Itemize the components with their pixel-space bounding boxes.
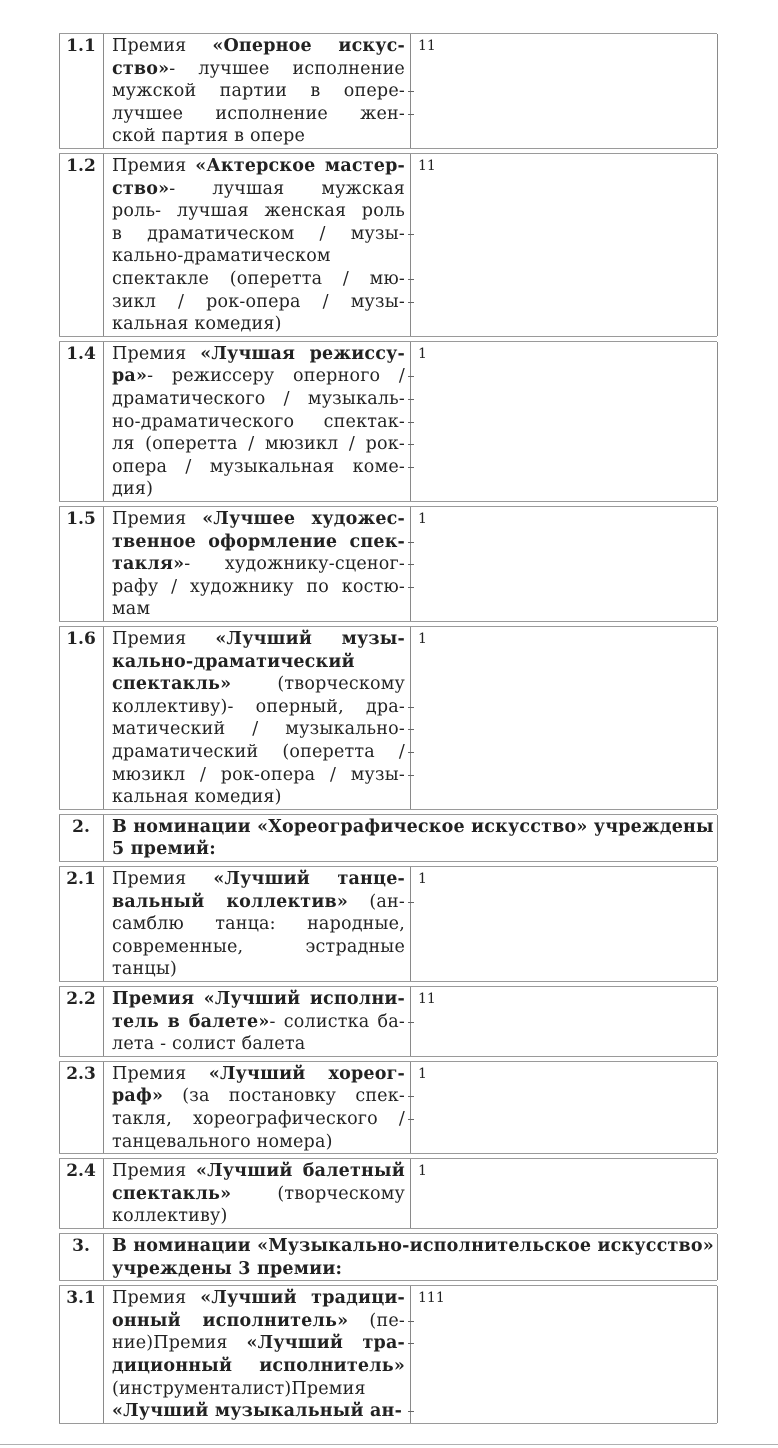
table-row [59,1233,717,1281]
text-line [112,103,405,126]
plain-text: (ан- [348,891,406,912]
plain-text: Премия [112,1288,201,1309]
text-line [112,268,405,291]
bold-text: твенное оформление спек- [112,531,405,552]
nomination-description [112,342,405,501]
cell-border [103,987,104,1056]
row-number: 2. [72,816,90,837]
bold-text: «Лучший музыкальный ан- [112,1401,403,1422]
text-line [112,936,405,959]
text-line [112,988,405,1011]
cell-border [103,867,104,981]
plain-text: - лучшее исполнение [169,58,405,79]
row-number: 3.1 [66,1288,96,1309]
table-row [59,1158,717,1229]
table-row [59,153,717,337]
plain-text: драматического / музыкаль- [112,388,405,409]
text-line [112,125,405,148]
plain-text: (творческому [231,674,405,695]
text-line [112,1355,405,1378]
plain-text: (творческому [231,1183,405,1204]
plain-text: учреждены 3 премии: [112,1258,343,1279]
text-line [112,696,405,719]
bold-text: Премия «Лучший исполни- [112,989,405,1009]
text-line [112,245,405,268]
plain-text: рафу / художнику по костю- [112,576,405,597]
table-row [59,814,717,862]
bold-text: «Лучший хореог- [208,1063,405,1084]
bold-text: спектакль» [112,674,232,695]
row-number: 1.2 [66,156,96,176]
cell-border [103,342,104,501]
hyphen-overflow-mark [408,902,414,903]
row-number: 1.5 [66,509,96,529]
nomination-description [112,987,405,1056]
hyphen-overflow-mark [408,1321,414,1322]
plain-text: матический / музыкально- [112,719,405,740]
cell-border [410,627,411,809]
award-count: 1 [418,1065,427,1082]
plain-text: ние)Премия [112,1333,247,1354]
row-number: 2.1 [66,869,96,889]
bold-text: спектакль» [112,1183,232,1204]
nomination-description [112,1286,405,1423]
hyphen-overflow-mark [408,302,414,303]
text-line [112,1400,405,1423]
plain-text: спектакле (оперетта / мю- [112,268,405,289]
hyphen-overflow-mark [408,467,414,468]
plain-text: но-драматического спектак- [112,411,405,432]
cell-border [410,1159,411,1228]
hyphen-overflow-mark [408,91,414,92]
table-row [59,506,717,622]
award-count: 111 [418,1290,445,1307]
bold-text: «Лучший танце- [213,869,405,889]
nomination-description [112,34,405,148]
text-line [112,411,405,434]
text-line [112,313,405,336]
section-heading [112,1234,712,1280]
cell-border [717,987,718,1056]
text-line [112,1287,405,1310]
bold-text: ра» [112,366,148,387]
hyphen-overflow-mark [408,1411,414,1412]
plain-text: танцы) [112,959,177,980]
bold-text: «Лучший музы- [215,629,405,649]
text-line [112,913,405,936]
text-line [112,868,405,891]
plain-text: самблю танца: народные, [112,914,405,935]
hyphen-overflow-mark [408,234,414,235]
cell-border [717,1234,718,1280]
text-line [112,1258,712,1281]
plain-text: ской партия в опере [112,126,306,147]
hyphen-overflow-mark [408,399,414,400]
text-line [112,343,405,366]
text-line [112,553,405,576]
cell-border [59,627,60,809]
hyphen-overflow-mark [408,1022,414,1023]
cell-border [717,507,718,621]
bold-text: ство» [112,58,170,79]
plain-text: (за постановку спек- [163,1086,405,1107]
text-line [112,718,405,741]
award-count: 1 [418,1163,427,1180]
plain-text: кально-драматическом [112,246,331,267]
text-line [112,388,405,411]
nomination-description [112,1062,405,1153]
plain-text: Премия [112,629,216,649]
hyphen-overflow-mark [408,376,414,377]
text-line [112,816,712,839]
award-count: 1 [418,345,427,362]
plain-text: - солистка ба- [269,1011,405,1032]
award-count: 11 [418,158,436,174]
text-line [112,58,405,81]
cell-border [103,815,104,861]
plain-text: мам [112,599,151,620]
plain-text: (инструменталист)Премия [112,1378,366,1399]
table-row [59,341,717,502]
plain-text: Премия [112,1161,196,1182]
plain-text: лета - солист балета [112,1034,306,1055]
plain-text: дия) [112,479,154,500]
award-count: 11 [418,991,436,1007]
cell-border [103,1234,104,1280]
text-line [112,35,405,58]
hyphen-overflow-mark [408,279,414,280]
row-number: 2.3 [66,1063,96,1084]
text-line [112,433,405,456]
cell-border [410,1062,411,1153]
bold-text: «Лучший традици- [200,1288,405,1309]
plain-text: Премия [112,509,203,529]
bold-text: ство» [112,178,170,199]
hyphen-overflow-mark [408,1343,414,1344]
plain-text: танцевального номера) [112,1131,333,1152]
text-line [112,1108,405,1131]
text-line [112,1011,405,1034]
plain-text: лучшее исполнение жен- [112,103,405,124]
cell-border [410,154,411,336]
plain-text: 5 премий: [112,839,216,860]
text-line [112,531,405,554]
cell-border [103,507,104,621]
text-line [112,155,405,178]
cell-border [103,34,104,148]
text-line [112,576,405,599]
text-line [112,1205,405,1228]
bold-text: такля» [112,554,185,575]
table-row [59,866,717,982]
bold-text: диционный исполнитель» [112,1355,405,1376]
text-line [112,1310,405,1333]
nomination-description [112,507,405,621]
nomination-description [112,627,405,809]
plain-text: Премия [112,156,196,176]
text-line [112,178,405,201]
nominations-table-viewport [59,36,719,1422]
table-row [59,1061,717,1154]
row-number: 1.1 [66,36,96,56]
text-line [112,1160,405,1183]
cell-border [103,1159,104,1228]
nomination-description [112,1159,405,1228]
bold-text: онный исполнитель» [112,1310,349,1331]
plain-text: современные, эстрадные [112,936,405,957]
text-line [112,1063,405,1086]
plain-text: ля (оперетта / мюзикл / рок- [112,434,405,455]
hyphen-overflow-mark [408,422,414,423]
award-count: 11 [418,38,436,54]
bold-text: кально-драматический [112,651,355,672]
plain-text: Премия [112,1063,209,1084]
text-line [112,764,405,787]
bold-text: «Лучшее художес- [202,509,405,529]
text-line [112,456,405,479]
hyphen-overflow-mark [408,114,414,115]
plain-text: драматический (оперетта / [112,741,405,762]
text-line [112,291,405,314]
text-line [112,1033,405,1056]
hyphen-overflow-mark [408,1119,414,1120]
cell-border [103,1062,104,1153]
text-line [112,786,405,809]
text-line [112,1085,405,1108]
table-row [59,33,717,149]
plain-text: - лучшая мужская [169,178,405,199]
text-line [112,1378,405,1401]
plain-text: Премия [112,343,201,364]
award-count: 1 [418,631,427,647]
cell-border [410,867,411,981]
bold-text: «Оперное искус- [212,36,405,56]
cell-border [717,1159,718,1228]
bold-text: «Лучший балетный [195,1161,405,1182]
cell-border [717,1062,718,1153]
table-row [59,986,717,1057]
plain-text: зикл / рок-опера / музы- [112,291,405,312]
cell-border [103,1286,104,1423]
plain-text: В номинации «Хореографическое искусство» учреждены [112,816,714,837]
nomination-description [112,154,405,336]
plain-text: мюзикл / рок-опера / музы- [112,764,405,785]
text-line [112,628,405,651]
cell-border [59,342,60,501]
cell-border [717,154,718,336]
plain-text: Премия [112,36,213,56]
text-line [112,673,405,696]
hyphen-overflow-mark [408,707,414,708]
hyphen-overflow-mark [408,729,414,730]
row-number: 1.6 [66,629,96,649]
text-line [112,1131,405,1154]
hyphen-overflow-mark [408,775,414,776]
cell-border [717,867,718,981]
section-heading [112,815,712,861]
plain-text: В номинации «Музыкально-исполнительское искусство» [112,1236,714,1256]
page-bottom-rule [0,1444,778,1445]
cell-border [103,154,104,336]
award-count: 1 [418,871,427,887]
plain-text: коллективу)- оперный, дра- [112,696,405,717]
award-count: 1 [418,511,427,527]
text-line [112,1183,405,1206]
text-line [112,651,405,674]
bold-text: «Лучший тра- [246,1333,405,1354]
plain-text: коллективу) [112,1206,228,1227]
text-line [112,1332,405,1355]
hyphen-overflow-mark [408,752,414,753]
cell-border [103,627,104,809]
table-row [59,626,717,810]
hyphen-overflow-mark [408,1096,414,1097]
text-line [112,508,405,531]
row-number: 2.2 [66,989,96,1009]
text-line [112,838,712,861]
plain-text: - художнику-сценог- [184,554,405,575]
table-row [59,1285,717,1424]
cell-border [717,815,718,861]
row-number: 2.4 [66,1161,96,1182]
bold-text: тель в балете» [112,1011,270,1032]
text-line [112,598,405,621]
hyphen-overflow-mark [408,587,414,588]
bold-text: «Лучшая режиссу- [200,343,405,364]
text-line [112,223,405,246]
text-line [112,741,405,764]
nomination-description [112,867,405,981]
plain-text: кальная комедия) [112,314,282,335]
text-line [112,478,405,501]
cell-border [59,154,60,336]
cell-border [717,342,718,501]
plain-text: - режиссеру оперного / [147,366,405,387]
hyphen-overflow-mark [408,564,414,565]
bold-text: раф» [112,1086,164,1107]
plain-text: роль- лучшая женская роль [112,201,405,222]
plain-text: опера / музыкальная коме- [112,456,405,477]
text-line [112,958,405,981]
cell-border [717,627,718,809]
text-line [112,365,405,388]
text-line [112,200,405,223]
row-number: 3. [72,1236,90,1256]
plain-text: кальная комедия) [112,787,282,808]
plain-text: в драматическом / музы- [112,223,405,244]
text-line [112,891,405,914]
bold-text: вальный коллектив» [112,891,349,912]
cell-border [717,1286,718,1423]
hyphen-overflow-mark [408,542,414,543]
bold-text: «Актерское мастер- [195,156,405,176]
hyphen-overflow-mark [408,444,414,445]
plain-text: мужской партии в опере- [112,81,405,102]
cell-border [717,34,718,148]
text-line [112,1235,712,1258]
plain-text: такля, хореографического / [112,1108,405,1129]
plain-text: Премия [112,869,214,889]
cell-border [410,1286,411,1423]
text-line [112,80,405,103]
plain-text: (пе- [348,1310,405,1331]
row-number: 1.4 [66,343,96,364]
